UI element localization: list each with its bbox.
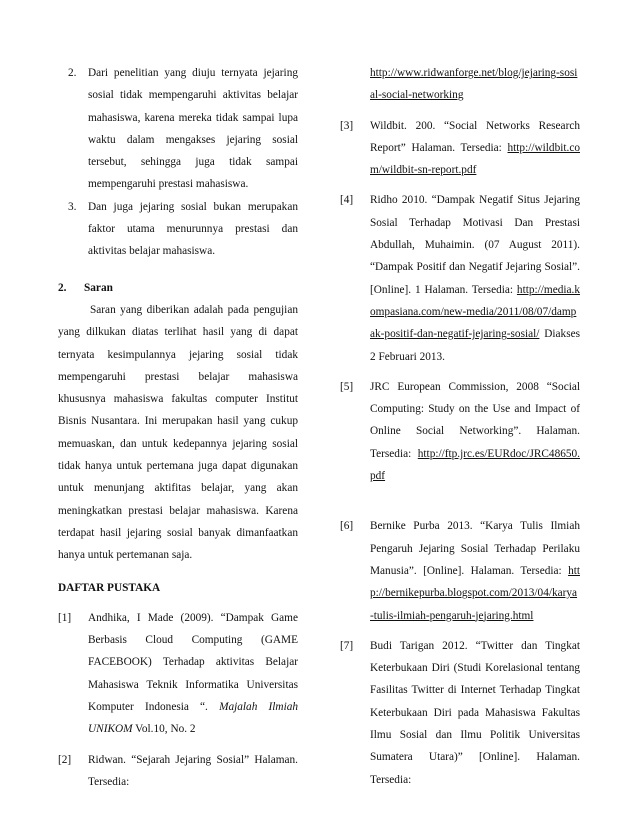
- reference-text: Andhika, I Made (2009). “Dampak Game Berbasis Cloud Computing (GAME FACEBOOK) Terhadap aktivitas Belajar Mahasiswa Teknik Informatika Universitas Komputer Indonesia “.: [88, 611, 298, 714]
- reference-item: [58, 607, 298, 741]
- reference-text: Bernike Purba 2013. “Karya Tulis Ilmiah Pengaruh Jejaring Sosial Terhadap Perilaku Manusia”. [Online]. Halaman. Tersedia:: [370, 520, 580, 577]
- reference-access-date: Diakses 2 Februari 2013.: [370, 328, 580, 363]
- right-column: [340, 62, 580, 799]
- reference-text: JRC European Commission, 2008 “Social Computing: Study on the Use and Impact of Online Social Networking”. Halaman. Tersedia:: [370, 380, 580, 460]
- conclusion-item: [68, 62, 298, 196]
- reference-journal: Majalah Ilmiah UNIKOM: [88, 701, 298, 736]
- reference-item: [340, 376, 580, 487]
- saran-title: Saran: [84, 281, 113, 294]
- reference-number: [1]: [58, 611, 72, 624]
- reference-text: Ridwan. “Sejarah Jejaring Sosial” Halaman. Tersedia:: [88, 753, 298, 788]
- conclusion-item: [68, 196, 298, 263]
- daftar-pustaka-heading: DAFTAR PUSTAKA: [58, 581, 161, 594]
- reference-number: [3]: [340, 119, 354, 132]
- saran-paragraph: Saran yang diberikan adalah pada pengujian yang dilkukan diatas terlihat hasil yang di dapat ternyata kesimpulannya jejaring sosial tidak mempengaruhi prestasi belajar mahasiswa khususnya mahasiswa fakultas computer Institut Bisnis Nusantara. Ini merupakan hasil yang cukup memuaskan, dan untuk kedepannya jejaring sosial tidak hanya untuk pertemana juga dapat digunakan untuk menunjang aktifitas belajar, yang akan meningkatkan prestasi belajar mahasiswa. Karena terdapat hasil jejaring sosial banyak dimanfaatkan hanya untuk pertemanan saja.: [58, 303, 298, 562]
- reference-text: Ridho 2010. “Dampak Negatif Situs Jejaring Sosial Terhadap Motivasi Dan Prestasi Abdullah, Muhaimin. (07 August 2011). “Dampak Positif dan Negatif Jejaring Sosial”. [Online]. 1 Halaman. Tersedia:: [370, 194, 580, 296]
- reference-number: [4]: [340, 194, 354, 207]
- reference-number: [7]: [340, 639, 354, 652]
- reference-item: [340, 115, 580, 182]
- reference-number: [2]: [58, 753, 72, 766]
- reference-item: [340, 515, 580, 626]
- reference-link[interactable]: http://wildbit.com/wildbit-sn-report.pdf: [370, 141, 580, 177]
- reference-number: [5]: [340, 380, 354, 393]
- reference-link[interactable]: http://bernikepurba.blogspot.com/2013/04/karya-tulis-ilmiah-pengaruh-jejaring.html: [370, 564, 580, 622]
- spacer: [340, 495, 580, 515]
- reference-link[interactable]: http://www.ridwanforge.net/blog/jejaring-sosial-social-networking: [370, 67, 578, 102]
- reference-item: [340, 635, 580, 791]
- conclusion-number: 3.: [68, 200, 77, 213]
- reference-volume: Vol.10, No. 2: [132, 723, 196, 736]
- reference-text: Wildbit. 200. “Social Networks Research Report” Halaman. Tersedia:: [370, 119, 580, 154]
- conclusion-text: Dan juga jejaring sosial bukan merupakan faktor utama menurunnya prestasi dan aktivitas belajar mahasiswa.: [88, 200, 298, 258]
- conclusion-number: 2.: [68, 67, 77, 79]
- saran-number: 2.: [58, 281, 67, 294]
- reference-text: Budi Tarigan 2012. “Twitter dan Tingkat Keterbukaan Diri (Studi Korelasional tentang Fasilitas Twitter di Internet Terhadap Tingkat Keterbukaan Diri pada Mahasiswa Fakultas Ilmu Sosial dan Ilmu Politik Universitas Sumatera Utara)” [Online]. Halaman. Tersedia:: [370, 639, 580, 786]
- reference-number: [6]: [340, 520, 354, 533]
- conclusion-text: Dari penelitian yang diuju ternyata jejaring sosial tidak mempengaruhi aktivitas belajar mahasiswa, karena mereka tidak sampai lupa waktu dalam mengakses jejaring sosial tersebut, sehingga juga tidak sampai mempengaruhi prestasi mahasiswa.: [88, 67, 298, 191]
- conclusion-list: [58, 62, 298, 263]
- reference-continuation: [340, 62, 580, 107]
- reference-link[interactable]: http://ftp.jrc.es/EURdoc/JRC48650.pdf: [370, 447, 580, 483]
- left-column: [58, 62, 298, 801]
- reference-item: [58, 749, 298, 794]
- saran-heading: [58, 277, 298, 299]
- reference-link[interactable]: http://media.kompasiana.com/new-media/2011/08/07/dampak-positif-dan-negatif-jejaring-sosial/: [370, 283, 580, 341]
- reference-item: [340, 189, 580, 367]
